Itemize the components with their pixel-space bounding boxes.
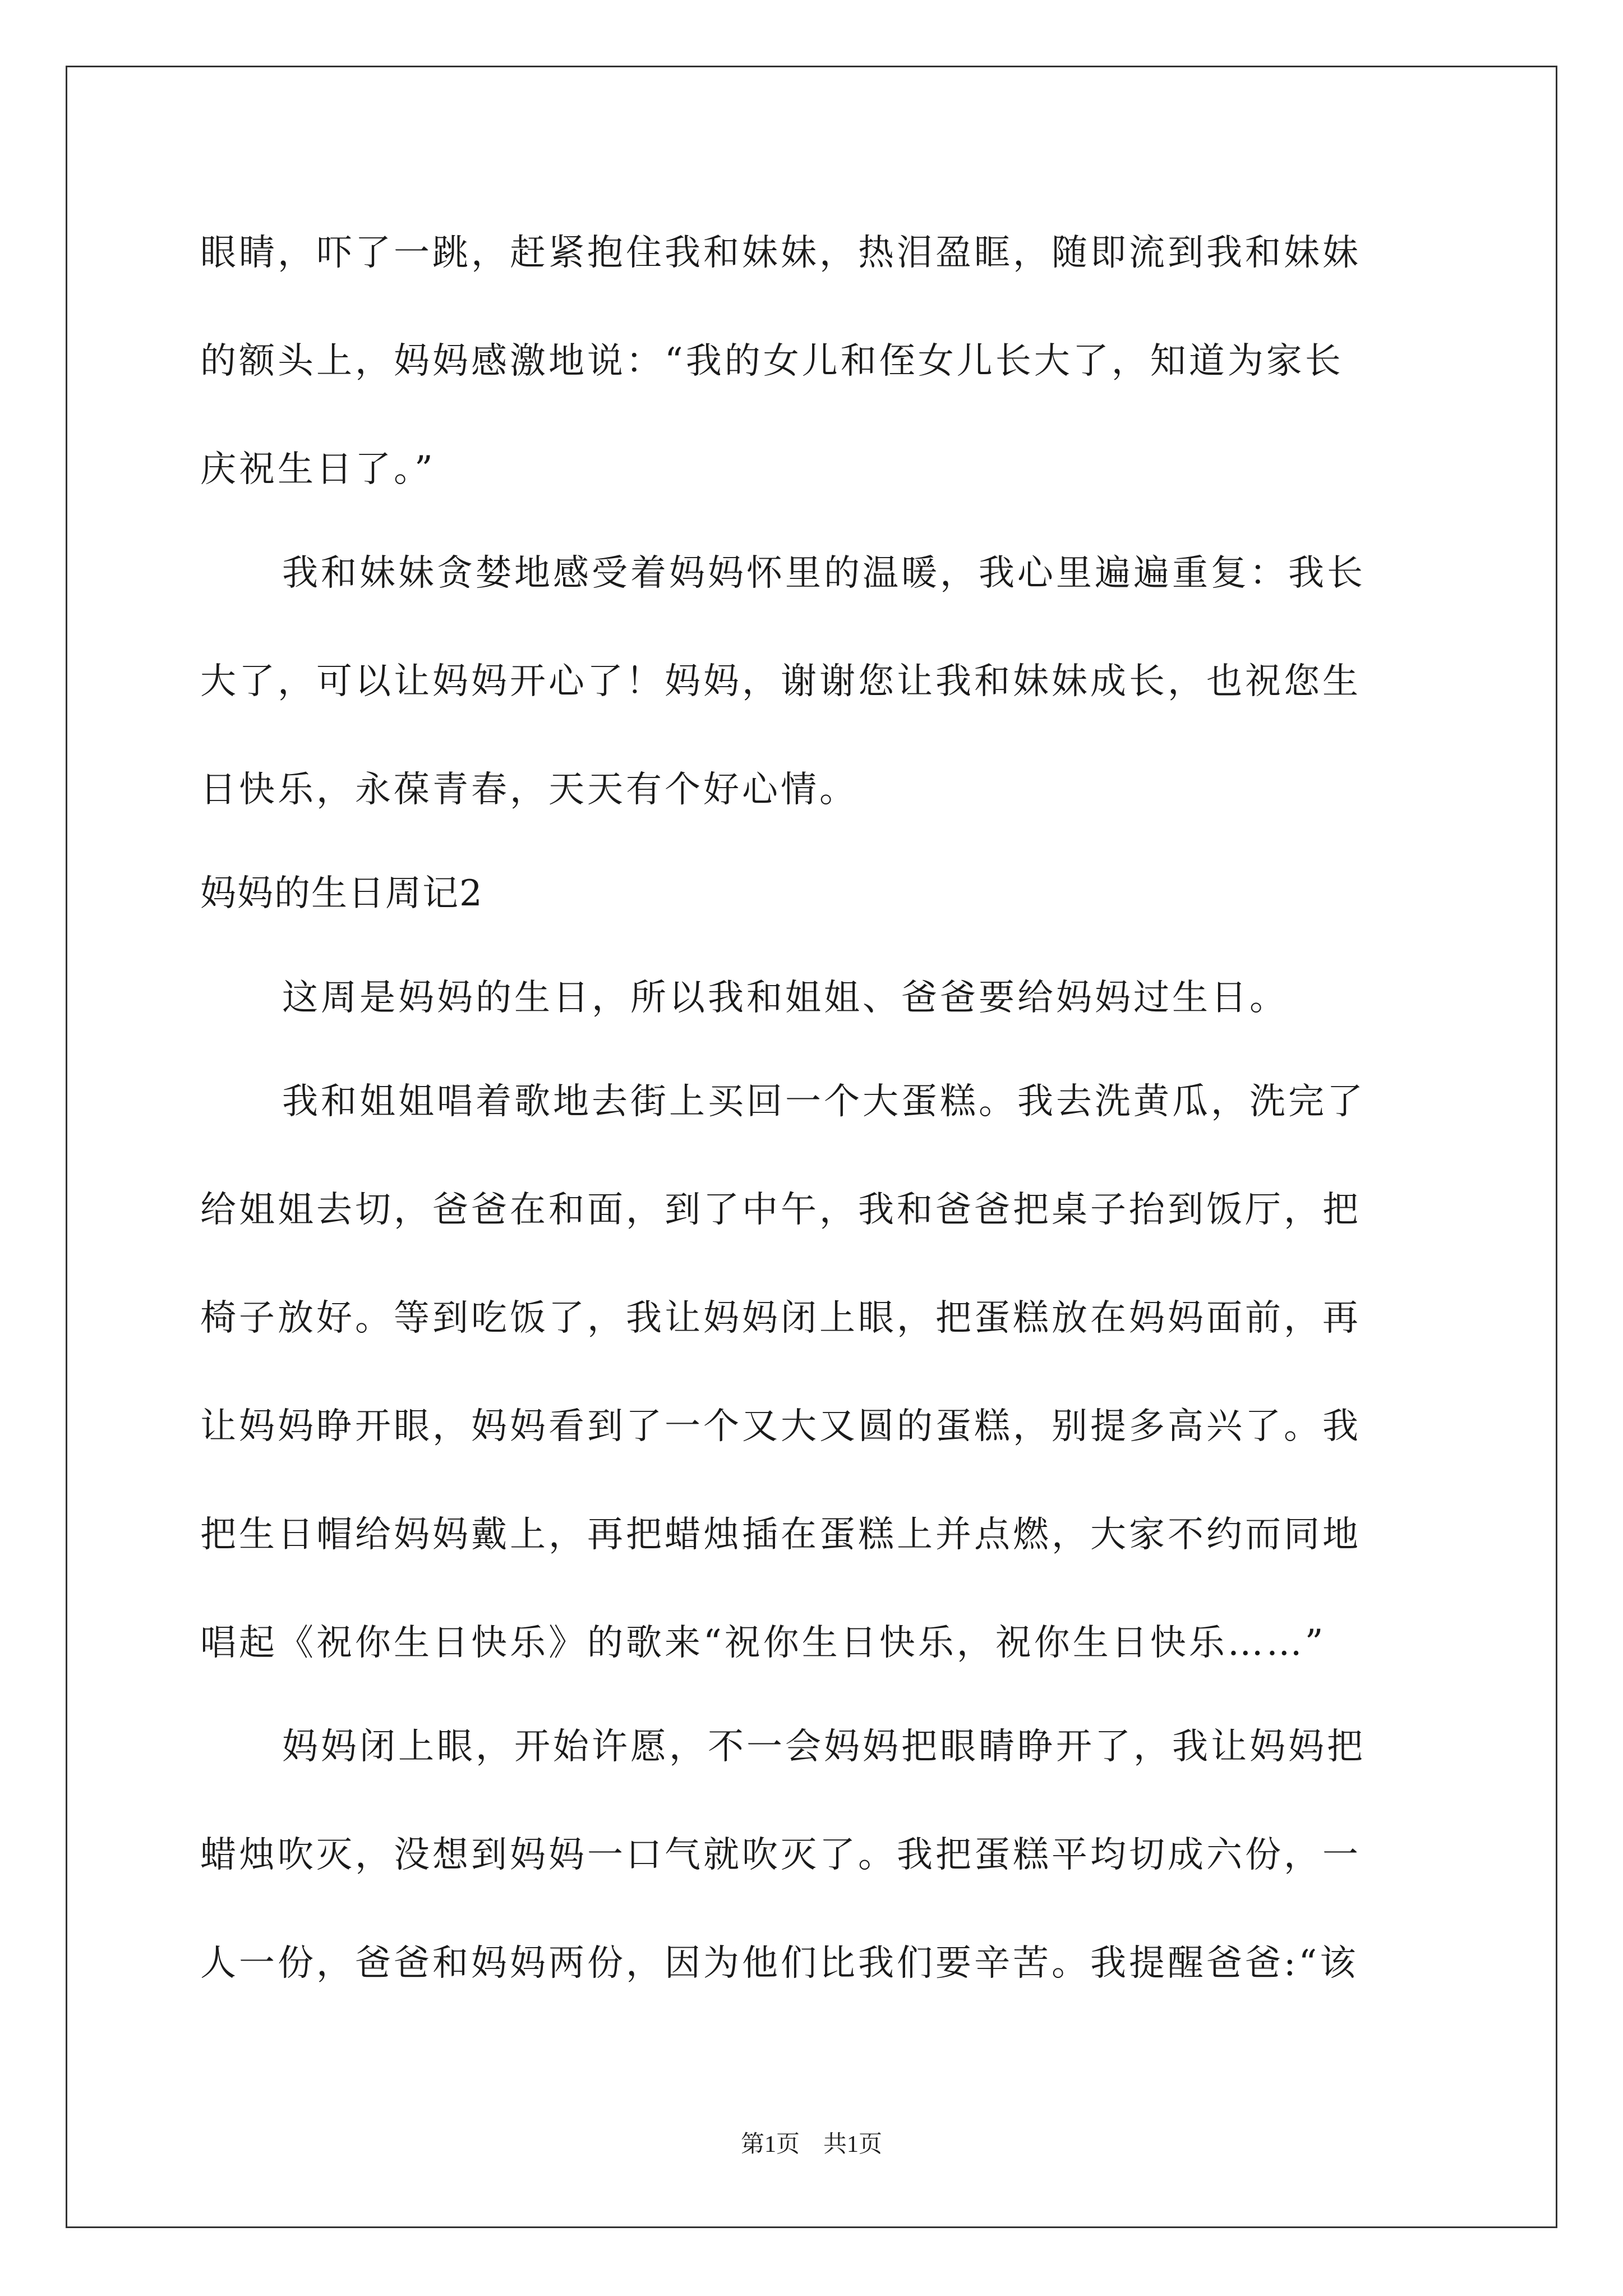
page-number-footer: 第1页 共1页 (740, 2132, 882, 2157)
paragraph-line: 把生日帽给妈妈戴上，再把蜡烛插在蛋糕上并点燃，大家不约而同地 (200, 1514, 1361, 1556)
paragraph-line: 庆祝生日了。” (200, 449, 436, 490)
paragraph-line: 我和姐姐唱着歌地去街上买回一个大蛋糕。我去洗黄瓜，洗完了 (282, 1081, 1366, 1122)
section-heading: 妈妈的生日周记2 (200, 873, 483, 914)
paragraph-line: 大了，可以让妈妈开心了！妈妈，谢谢您让我和妹妹成长，也祝您生 (200, 661, 1361, 702)
paragraph-line: 人一份，爸爸和妈妈两份，因为他们比我们要辛苦。我提醒爸爸:“该 (200, 1943, 1359, 1984)
paragraph-line: 妈妈闭上眼，开始许愿，不一会妈妈把眼睛睁开了，我让妈妈把 (282, 1726, 1366, 1768)
paragraph-line: 的额头上，妈妈感激地说：“我的女儿和侄女儿长大了，知道为家长 (200, 341, 1344, 382)
paragraph-line: 让妈妈睁开眼，妈妈看到了一个又大又圆的蛋糕，别提多高兴了。我 (200, 1406, 1361, 1447)
paragraph-line: 给姐姐去切，爸爸在和面，到了中午，我和爸爸把桌子抬到饭厅，把 (200, 1189, 1361, 1231)
paragraph-line: 椅子放好。等到吃饭了，我让妈妈闭上眼，把蛋糕放在妈妈面前，再 (200, 1297, 1361, 1339)
paragraph-line: 我和妹妹贪婪地感受着妈妈怀里的温暖，我心里遍遍重复：我长 (282, 553, 1366, 594)
paragraph-line: 这周是妈妈的生日，所以我和姐姐、爸爸要给妈妈过生日。 (282, 977, 1288, 1019)
paragraph-line: 蜡烛吹灭，没想到妈妈一口气就吹灭了。我把蛋糕平均切成六份，一 (200, 1834, 1361, 1876)
paragraph-line: 唱起《祝你生日快乐》的歌来“祝你生日快乐，祝你生日快乐……” (200, 1622, 1326, 1664)
paragraph-line: 眼睛，吓了一跳，赶紧抱住我和妹妹，热泪盈眶，随即流到我和妹妹 (200, 232, 1361, 274)
page-border (66, 66, 1557, 2228)
paragraph-line: 日快乐，永葆青春，天天有个好心情。 (200, 769, 858, 811)
